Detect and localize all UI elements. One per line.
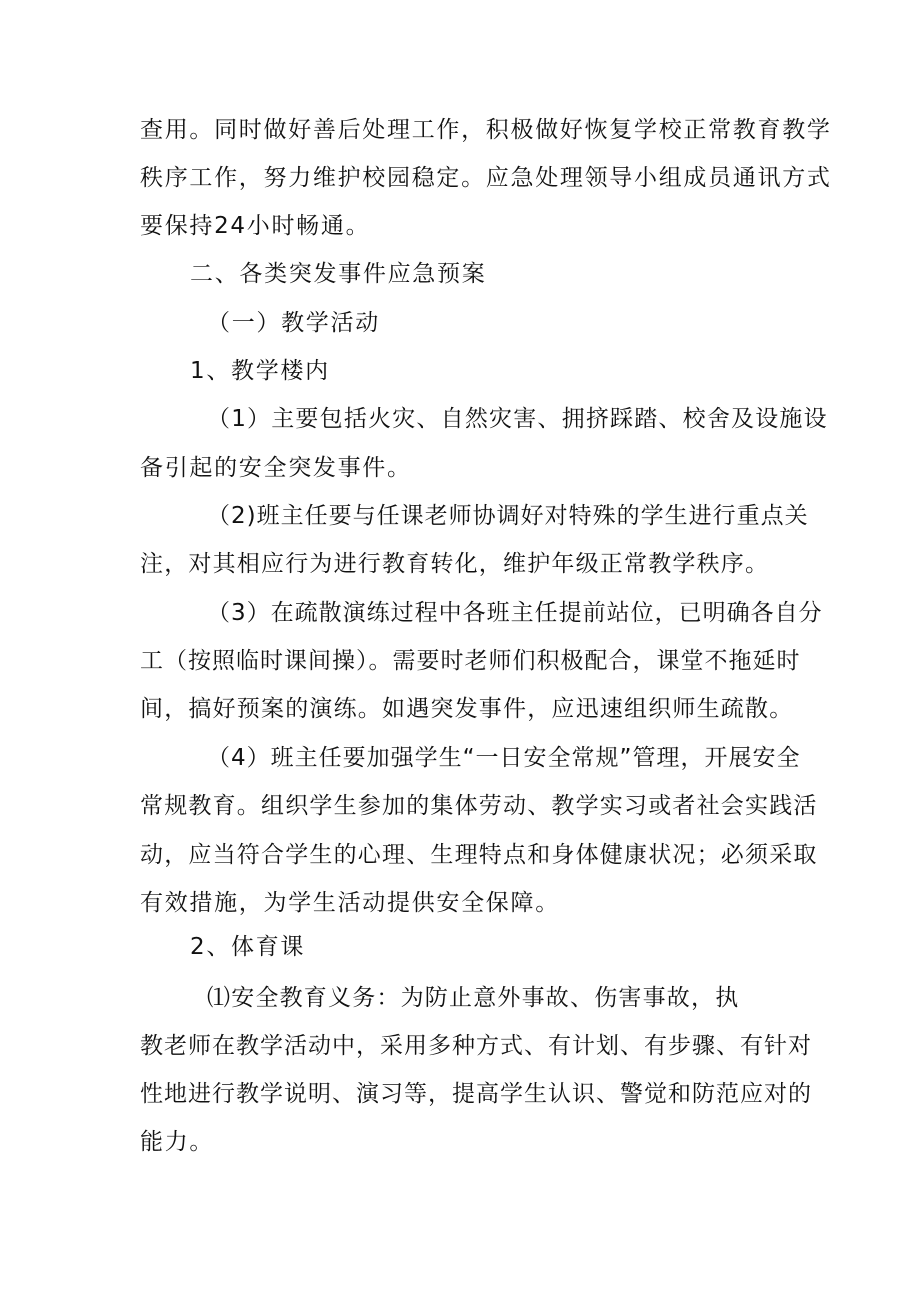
paragraph-line: 常规教育。组织学生参加的集体劳动、教学实习或者社会实践活: [140, 793, 818, 819]
paragraph-line: 能力。: [140, 1129, 215, 1155]
paragraph-line: （4）班主任要加强学生“一日安全常规”管理，开展安全: [207, 745, 801, 771]
paragraph-line: 有效措施，为学生活动提供安全保障。: [140, 890, 560, 916]
item-heading: 2、体育课: [190, 934, 306, 960]
paragraph-line: 教老师在教学活动中，采用多种方式、有计划、有步骤、有针对: [140, 1033, 812, 1059]
paragraph-line: （3）在疏散演练过程中各班主任提前站位，已明确各自分: [207, 600, 823, 626]
paragraph-line: 间，搞好预案的演练。如遇突发事件，应迅速组织师生疏散。: [140, 696, 794, 722]
paragraph-line: 工（按照临时课间操）。需要时老师们积极配合，课堂不拖延时: [140, 648, 801, 674]
paragraph-line: ⑴安全教育义务：为防止意外事故、伤害事故，执: [207, 985, 740, 1011]
paragraph-line: 秩序工作，努力维护校园稳定。应急处理领导小组成员通讯方式: [140, 165, 832, 191]
section-heading: 二、各类突发事件应急预案: [190, 261, 487, 287]
paragraph-line: 注，对其相应行为进行教育转化，维护年级正常教学秩序。: [140, 551, 770, 577]
item-heading: 1、教学楼内: [190, 358, 330, 384]
subsection-heading: （一）教学活动: [207, 310, 380, 336]
paragraph-line: （1）主要包括火灾、自然灾害、拥挤踩踏、校舍及设施设: [207, 406, 828, 432]
paragraph-line: 要保持24小时畅通。: [140, 213, 371, 239]
paragraph-line: （2)班主任要与任课老师协调好对特殊的学生进行重点关: [207, 503, 809, 529]
paragraph-line: 性地进行教学说明、演习等，提高学生认识、警觉和防范应对的: [140, 1081, 812, 1107]
paragraph-line: 备引起的安全突发事件。: [140, 455, 412, 481]
paragraph-line: 查用。同时做好善后处理工作，积极做好恢复学校正常教育教学: [140, 117, 832, 143]
paragraph-line: 动，应当符合学生的心理、生理特点和身体健康状况；必须采取: [140, 842, 818, 868]
